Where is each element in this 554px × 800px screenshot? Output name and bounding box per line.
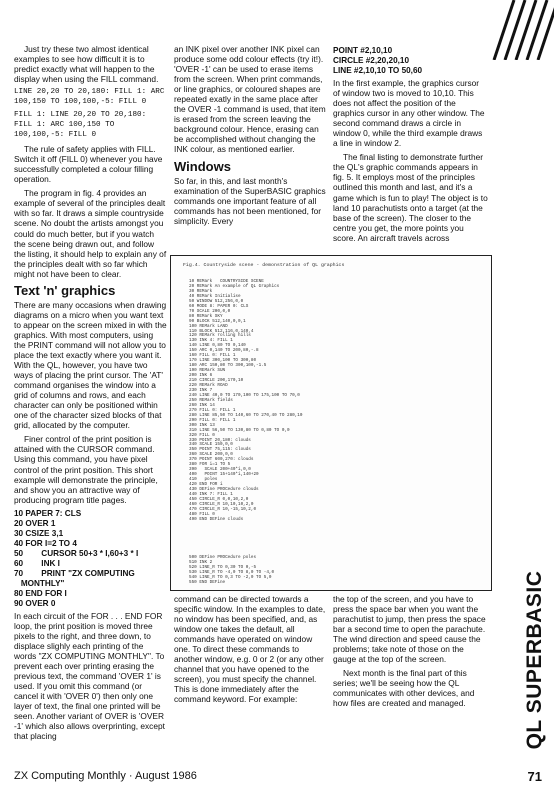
listing-line: 40 REMark Initialise	[189, 293, 241, 299]
listing-line: 200 INK 6	[189, 373, 213, 379]
listing-line: 440 INK 7: FILL 1	[189, 491, 233, 497]
code-line: MONTHLY"	[14, 578, 65, 588]
heading-text-n-graphics: Text 'n' graphics	[14, 282, 116, 298]
code-line: 20 OVER 1	[14, 518, 56, 528]
fig4-listing-box	[170, 255, 492, 591]
listing-line: 550 END DEFine	[189, 579, 226, 585]
listing-line: 330 POINT 20,180: clouds	[189, 437, 251, 443]
intro-paragraph: Just try these two almost identical examples to see how difficult it is to predict exactly what will happen to the display when using the FILL command.	[14, 44, 159, 85]
game-paragraph: the top of the screen, and you have to press the space bar when you want the parachutist to jump, then press the space bar a second time to open the parachute. The wind direction and speed cause the problems; take note of those on the gauge at the top of the screen.	[333, 594, 486, 665]
cursor-code-listing	[14, 509, 167, 609]
listing-lines-procedure	[189, 556, 274, 586]
text-paragraph: There are many occasions when drawing diagrams on a micro when you want text to appear on the screen mixed in with the graphics. With most computers, using the PRINT command will not allow you to place the text exactly where you want it. With the QL, however, you have two ways of placing the print cursor. The 'AT' command organises the window into a grid of columns and rows, and each character can only be positioned within one of the character sized blocks of that grid, allocated by the computer.	[14, 299, 167, 431]
listing-line: 160 FILL 0: FILL 1	[189, 353, 236, 359]
final-listing-paragraph: The final listing to demonstrate further the QL's graphic commands appears in fig. 5. It employs most of the principles outlined this month and last, and it's a game which is fun to play! The object is to land 10 parachutists onto a target (at the base of the screen). The closer to the centre you get, the more points you score. An aircraft travels across	[333, 152, 488, 243]
code-line: CIRCLE #2,20,20,10	[333, 56, 410, 65]
code-line: 30 CSIZE 3,1	[14, 528, 64, 538]
listing-line: 390 SCALE 200+40*i,0,0	[189, 467, 251, 473]
listing-line: 20 REMark An example of QL Graphics	[189, 283, 280, 289]
listing-line: 60 MODE 8: PAPER 0: CLS	[189, 303, 249, 309]
window-code-listing	[333, 46, 488, 76]
loop-paragraph: In each circuit of the FOR . . . END FOR loop, the print position is moved three pixels to the right, and three down, to displace slighly each printing of the words "ZX COMPUTING MONTHLY". To prevent each over printing erasing the previous text, the command 'OVER 1' is used. If you omit this command (or cancel it with 'OVER 0') then only one layer of text, the final one printed will be seen. Another variant of OVER is 'OVER -1' which also allows overprinting, except that placing	[14, 610, 165, 742]
code-line: 60 INK I	[14, 558, 60, 568]
listing-line: 220 REMark ROAD	[189, 383, 228, 389]
listing-line: 260 INK 14	[189, 402, 215, 408]
listing-line: 480 FILL 0	[189, 511, 215, 517]
ink-paragraph: an INK pixel over another INK pixel can produce some odd colour effects (try it!). 'OVER -1' can be used to erase items from the screen. When print commands, or line graphics, or coloured shapes are repeated exatly in the same place after the OVER -1 command is used, that item is erased from the screen leaving the background colour. Hence, erasing can be accomplished without changing the INK colour, as mentioned earlier.	[174, 44, 326, 155]
code-line: 70 PRINT "ZX COMPUTING	[14, 568, 135, 578]
listing-line: 110 BLOCK 512,116,0,140,4	[189, 328, 254, 334]
listing-line: 500 DEFine PROCedure poles	[189, 555, 257, 560]
code-example-a: LINE 20,20 TO 20,180: FILL 1: ARC 100,150 TO 100,100,-5: FILL 0	[14, 88, 165, 106]
listing-line: 180 ARC 150,80 TO 300,100,-1.5	[189, 363, 267, 369]
listing-line: 190 REMark SUN	[189, 368, 226, 374]
listing-line: 530 LINE_R TO -4,0 TO 8,0 TO -4,0	[189, 569, 275, 575]
listing-line: 130 INK 4: FILL 1	[189, 338, 233, 344]
listing-title: Fig.4. Countryside scene - demonstration of QL graphics	[183, 263, 345, 268]
listing-line: 520 LINE_R TO 0,30 TO 0,-5	[189, 564, 257, 570]
next-month-paragraph: Next month is the final part of this series; we'll be seeing how the QL communicates with other devices, and how files are created and managed.	[333, 668, 475, 709]
listing-line: 350 POINT 75,115: clouds	[189, 447, 251, 453]
sidebar-label: QL SUPERBASIC	[523, 570, 546, 750]
windows-paragraph: So far, in this, and last month's examination of the SuperBASIC graphics commands one important feature of all commands has not been mentioned, for simplicity. Every	[174, 175, 326, 226]
fill-rule-paragraph: The rule of safety applies with FILL. Switch it off (FILL 0) whenever you have successfully completed a colour filling operation.	[14, 144, 163, 185]
listing-line: 320 FILL 0	[189, 432, 215, 438]
listing-line: 120 REMark rolling hills	[189, 333, 251, 339]
channel-paragraph: command can be directed towards a specific window. In the examples to date, no window has been specified, and, as window one takes the default, all commands have operated on window one. To direct these commands to another window, e.g. 0 or 2 (or any other channel that you have opened to the screen), you must specify the channel. This is done immediately after the command keyword. For example:	[174, 594, 326, 705]
listing-line: 430 DEFine PROCedure clouds	[189, 487, 259, 493]
listing-line: 150 ARC 0,140 TO 200,80,-.8	[189, 348, 259, 354]
column-1	[14, 44, 167, 745]
footer-publication: ZX Computing Monthly · August 1986	[14, 770, 197, 782]
bottom-column-2	[174, 594, 326, 709]
section-sidebar	[522, 570, 548, 750]
listing-line: 510 INK 2	[189, 559, 213, 565]
listing-line: 450 CIRCLE_R 0,0,10,2,0	[189, 496, 249, 502]
listing-line: 50 WINDOW 512,256,0,0	[189, 298, 244, 304]
listing-line: 80 REMark SKY	[189, 313, 223, 319]
heading-windows: Windows	[174, 158, 231, 174]
listing-line: 230 INK 7	[189, 387, 213, 393]
listing-line: 280 LINE 85,50 TO 140,60 TO 270,40 TO 280,10	[189, 412, 303, 418]
listing-line: 460 CIRCLE_R 10,10,10,2,0	[189, 501, 254, 507]
listing-line: 210 CIRCLE 200,170,10	[189, 378, 244, 384]
column-2	[174, 44, 326, 230]
listing-line: 30 REMark	[189, 288, 213, 294]
cursor-paragraph: Finer control of the print position is attained with the CURSOR command. Using this command, you have pixel control of the print position. This short example will demonstrate the principle, and show you an attractive way of producing program title pages.	[14, 434, 158, 505]
listing-line: 340 SCALE 150,0,0	[189, 442, 233, 448]
listing-line: 380 FOR i=1 TO 5	[189, 462, 231, 468]
listing-line: 370 POINT 600,270: clouds	[189, 457, 254, 463]
listing-line: 10 REMark COUNTRYSIDE SCENE	[189, 279, 264, 284]
listing-line: 360 SCALE 200,0,0	[189, 452, 233, 458]
listing-line: 470 CIRCLE_R 10,-15,10,2,0	[189, 506, 257, 512]
code-example-b: FILL 1: LINE 20,20 TO 20,180: FILL 1: ARC 100,150 TO 100,100,-5: FILL 0	[14, 111, 147, 139]
listing-line: 300 INK 13	[189, 422, 215, 428]
listing-line: 290 FILL 0: FILL 1	[189, 417, 236, 423]
code-line: 90 OVER 0	[14, 598, 56, 608]
page-number: 71	[527, 769, 542, 784]
listing-line: 540 LINE_R TO 0,3 TO -2,0 TO 5,0	[189, 574, 272, 580]
listing-line: 90 BLOCK 512,140,0,0,1	[189, 318, 246, 324]
listing-line: 420 END FOR i	[189, 482, 223, 488]
listing-line: 170 LINE 300,100 TO 300,80	[189, 358, 257, 364]
code-line: 10 PAPER 7: CLS	[14, 508, 82, 518]
listing-line: 410 poles	[189, 477, 218, 483]
column-3	[333, 44, 488, 247]
bottom-column-3	[333, 594, 488, 713]
listing-line: 140 LINE 0,80 TO 0,140	[189, 343, 246, 349]
listing-line: 70 SCALE 200,0,0	[189, 308, 231, 314]
listing-lines	[189, 280, 302, 523]
listing-line: 250 REMark fields	[189, 397, 233, 403]
first-example-paragraph: In the first example, the graphics cursor of window two is moved to 10,10. This does not affect the position of the graphics cursor in any other window. The second command draws a circle in window 0, while the third example draws a line in window 2.	[333, 78, 485, 149]
listing-line: 100 REMark LAND	[189, 323, 228, 329]
listing-line: 240 LINE 40,0 TO 170,100 TO 175,100 TO 70,0	[189, 392, 300, 398]
listing-line: 400 POINT 15+140*i,140+20	[189, 472, 259, 478]
code-line: 80 END FOR I	[14, 588, 67, 598]
code-line: POINT #2,10,10	[333, 46, 393, 55]
code-line: LINE #2,10,10 TO 50,60	[333, 66, 423, 75]
program-paragraph: The program in fig. 4 provides an example of several of the principles dealt with so far. It draws a simple countryside scene. No doubt the artists amongst you could do much better, but if you watch the scene being drawn out, and follow the listing, it should help to explain any of the principles dealt with so far which might not have been to clear.	[14, 188, 167, 279]
code-line: 40 FOR I=2 TO 4	[14, 538, 77, 548]
code-line: 50 CURSOR 50+3 * I,60+3 * I	[14, 548, 139, 558]
listing-line: 490 END DEFine clouds	[189, 516, 244, 522]
listing-line: 310 LINE 56,50 TO 130,80 TO 0,80 TO 0,0	[189, 427, 290, 433]
listing-line: 270 FILL 0: FILL 1	[189, 407, 236, 413]
